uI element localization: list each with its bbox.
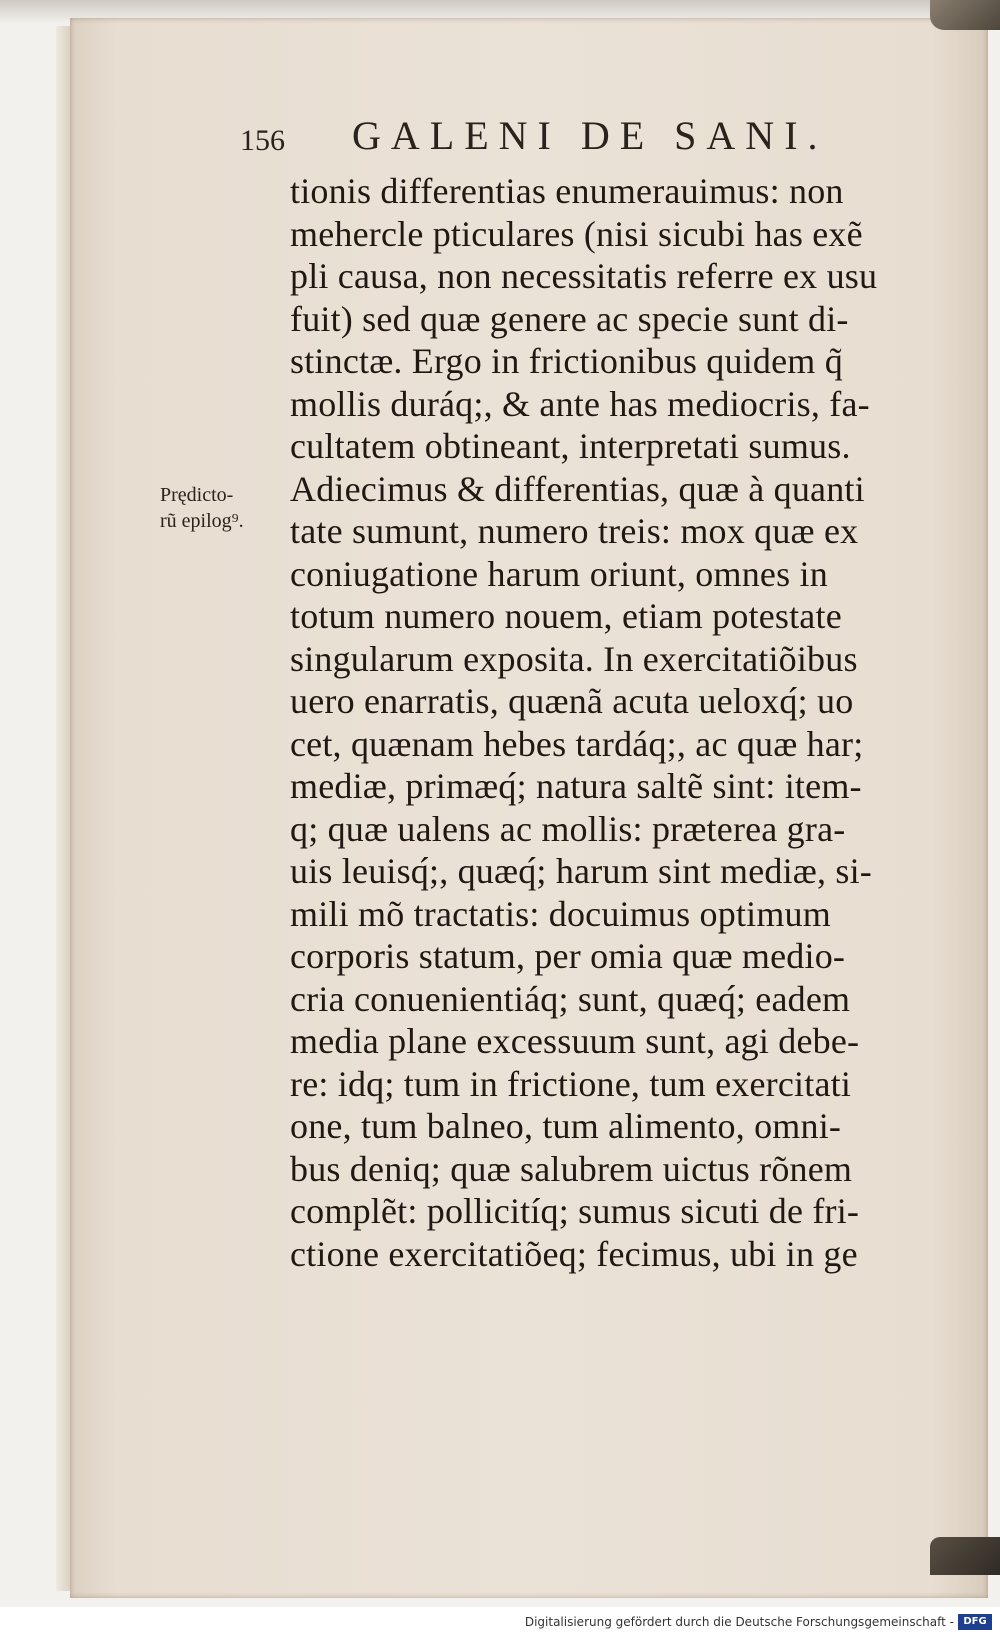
page-number: 156 xyxy=(240,124,285,157)
text-line: cria conuenientiáq; sunt, quæq́; eadem xyxy=(290,978,851,1019)
text-line: singularum exposita. In exercitatiõibus xyxy=(290,638,858,679)
marginal-note xyxy=(160,482,290,534)
binding-corner-top xyxy=(930,0,1000,30)
footer-bar xyxy=(0,1607,1000,1635)
body-text xyxy=(290,170,930,1275)
running-head: GALENI DE SANI. xyxy=(352,113,828,158)
text-line: cultatem obtineant, interpretati sumus. xyxy=(290,426,851,466)
text-line: tionis differentias enumerauimus: non xyxy=(290,171,844,211)
text-line: uis leuisq́;, quæq́; harum sint mediæ, si- xyxy=(290,851,872,891)
marginal-note-line: Prędicto- xyxy=(160,484,234,506)
text-line: ctione exercitatiõeq; fecimus, ubi in ge xyxy=(290,1233,858,1274)
text-line: stinctæ. Ergo in frictionibus quidem q̃ xyxy=(290,341,843,381)
page-header xyxy=(230,112,870,172)
text-line: one, tum balneo, tum alimento, omni- xyxy=(290,1106,842,1146)
text-line: q; quæ ualens ac mollis: præterea gra- xyxy=(290,808,846,849)
text-line: uero enarratis, quænã acuta ueloxq́; uo xyxy=(290,681,854,721)
text-line: mediæ, primæq́; natura saltẽ sint: item- xyxy=(290,766,862,806)
text-line: corporis statum, per omia quæ medio- xyxy=(290,936,846,976)
text-line: Adiecimus & differentias, quæ à quanti xyxy=(290,468,865,509)
text-line: pli causa, non necessitatis referre ex usu xyxy=(290,256,878,296)
text-line: tate sumunt, numero treis: mox quæ ex xyxy=(290,511,859,551)
binding-corner-bottom xyxy=(930,1537,1000,1575)
text-line: mili mõ tractatis: docuimus optimum xyxy=(290,893,831,934)
text-line: fuit) sed quæ genere ac specie sunt di- xyxy=(290,298,849,339)
text-line: cet, quænam hebes tardáq;, ac quæ har; xyxy=(290,723,864,764)
text-line: re: idq; tum in frictione, tum exercitati xyxy=(290,1063,852,1104)
text-line: bus deniq; quæ salubrem uictus rõnem xyxy=(290,1148,853,1189)
marginal-note-line: rũ epilog⁹. xyxy=(160,510,244,532)
funding-credit: Digitalisierung gefördert durch die Deutsche Forschungsgemeinschaft - xyxy=(524,1615,954,1629)
text-line: complẽt: pollicitíq; sumus sicuti de fri- xyxy=(290,1191,860,1231)
dfg-logo-icon: DFG xyxy=(958,1614,992,1630)
text-line: coniugatione harum oriunt, omnes in xyxy=(290,553,828,594)
text-line: media plane excessuum sunt, agi debe- xyxy=(290,1021,860,1061)
text-line: mehercle pticulares (nisi sicubi has exẽ xyxy=(290,213,863,254)
text-line: totum numero nouem, etiam potestate xyxy=(290,596,842,636)
text-line: mollis duráq;, & ante has mediocris, fa- xyxy=(290,383,870,424)
